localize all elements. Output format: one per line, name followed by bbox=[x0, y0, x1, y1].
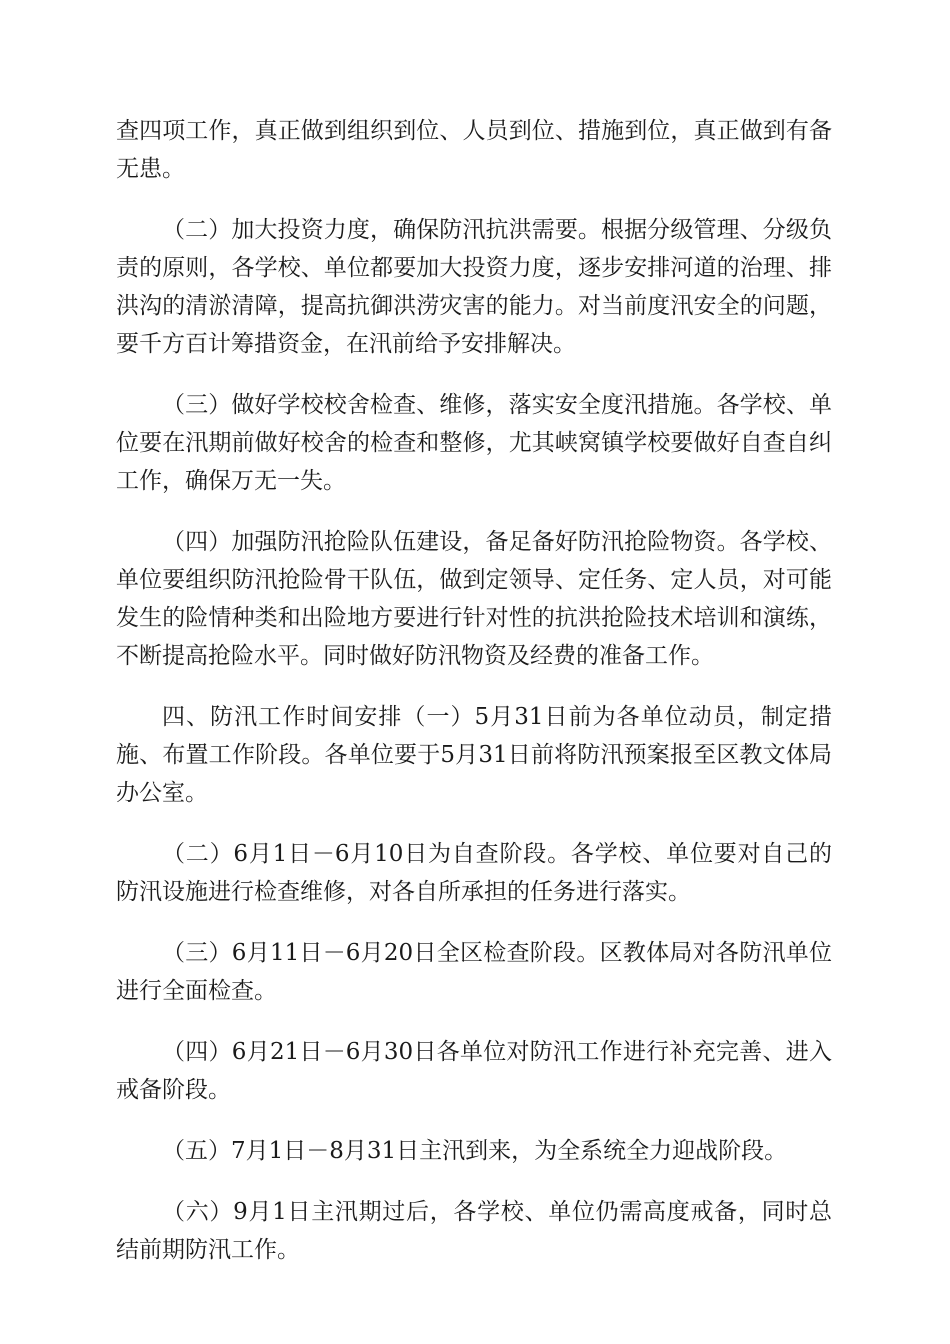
paragraph-schedule-heading: 四、防汛工作时间安排（一）5月31日前为各单位动员，制定措施、布置工作阶段。各单位要于5月31日前将防汛预案报至区教文体局办公室。 bbox=[116, 704, 832, 806]
document-body bbox=[116, 112, 832, 1269]
paragraph-school-buildings: （三）做好学校校舍检查、维修，落实安全度汛措施。各学校、单位要在汛期前做好校舍的检查和整修，尤其峡窝镇学校要做好自查自纠工作，确保万无一失。 bbox=[116, 392, 832, 494]
paragraph-readiness: （四）6月21日－6月30日各单位对防汛工作进行补充完善、进入戒备阶段。 bbox=[116, 1039, 832, 1103]
paragraph-self-check: （二）6月1日－6月10日为自查阶段。各学校、单位要对自己的防汛设施进行检查维修，对各自所承担的任务进行落实。 bbox=[116, 841, 832, 905]
paragraph-continuation: 查四项工作，真正做到组织到位、人员到位、措施到位，真正做到有备无患。 bbox=[116, 118, 832, 182]
paragraph-summary: （六）9月1日主汛期过后，各学校、单位仍需高度戒备，同时总结前期防汛工作。 bbox=[116, 1199, 832, 1263]
paragraph-district-check: （三）6月11日－6月20日全区检查阶段。区教体局对各防汛单位进行全面检查。 bbox=[116, 940, 832, 1004]
paragraph-main-flood: （五）7月1日－8月31日主汛到来，为全系统全力迎战阶段。 bbox=[162, 1138, 788, 1164]
paragraph-rescue-team: （四）加强防汛抢险队伍建设，备足备好防汛抢险物资。各学校、单位要组织防汛抢险骨干队伍，做到定领导、定任务、定人员，对可能发生的险情种类和出险地方要进行针对性的抗洪抢险技术培训和演练，不断提高抢险水平。同时做好防汛物资及经费的准备工作。 bbox=[116, 529, 832, 669]
paragraph-investment: （二）加大投资力度，确保防汛抗洪需要。根据分级管理、分级负责的原则，各学校、单位都要加大投资力度，逐步安排河道的治理、排洪沟的清淤清障，提高抗御洪涝灾害的能力。对当前度汛安全的问题，要千方百计筹措资金，在汛前给予安排解决。 bbox=[116, 217, 832, 357]
